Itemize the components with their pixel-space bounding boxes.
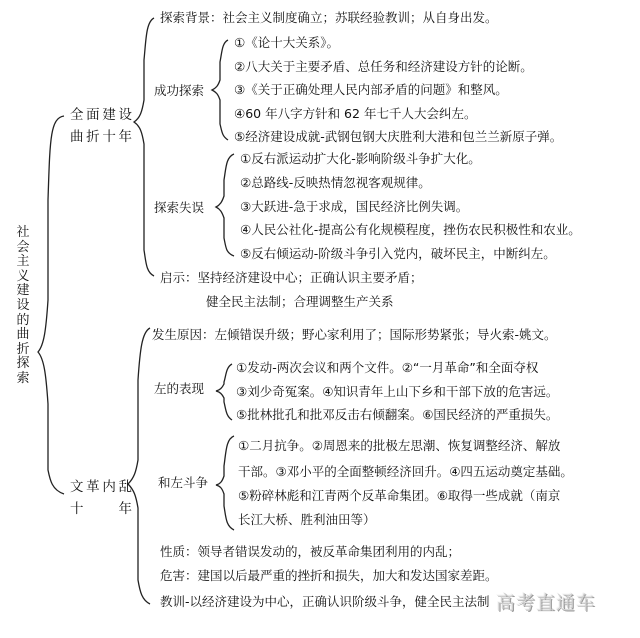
lesson: 教训-以经济建设为中心，正确认识阶级斗争，健全民主法制 bbox=[160, 594, 490, 609]
failure-item: ④人民公社化-提高公有化规模程度，挫伤农民积极性和农业。 bbox=[240, 222, 581, 237]
struggle-line: ①二月抗争。②周恩来的批极左思潮、恢复调整经济、解放 bbox=[238, 438, 561, 453]
failure-label: 探索失误 bbox=[154, 200, 205, 215]
failure-item: ①反右派运动扩大化-影响阶级斗争扩大化。 bbox=[240, 151, 481, 166]
cause: 发生原因：左倾错误升级；野心家利用了；国际形势紧张；导火索-姚文。 bbox=[152, 327, 557, 342]
struggle-line: ⑤粉碎林彪和江青两个反革命集团。⑥取得一些成就（南京 bbox=[238, 488, 561, 503]
section1-title: 全面建设曲折十年 bbox=[70, 107, 132, 145]
struggle-line: 干部。③邓小平的全面整顿经济回升。④四五运动奠定基础。 bbox=[238, 464, 573, 479]
struggle-label: 和左斗争 bbox=[158, 475, 209, 490]
success-item: ④60 年八字方针和 62 年七千人大会纠左。 bbox=[234, 106, 477, 121]
success-label: 成功探索 bbox=[154, 83, 205, 98]
failure-item: ②总路线-反映热情忽视客观规律。 bbox=[240, 175, 431, 190]
revelation-line1: 启示：坚持经济建设中心；正确认识主要矛盾； bbox=[160, 270, 423, 285]
success-item: ③《关于正确处理人民内部矛盾的问题》和整风。 bbox=[234, 82, 508, 97]
success-item: ②八大关于主要矛盾、总任务和经济建设方针的论断。 bbox=[234, 59, 533, 74]
left-label: 左的表现 bbox=[154, 381, 205, 396]
root-bracket bbox=[38, 116, 64, 494]
success-item: ⑤经济建设成就-武钢包钢大庆胜利大港和包兰兰新原子弹。 bbox=[234, 129, 563, 144]
left-line: ⑤批林批孔和批邓反击右倾翻案。⑥国民经济的严重损失。 bbox=[236, 407, 559, 422]
failure-item: ⑤反右倾运动-阶级斗争引入党内，破坏民主，中断纠左。 bbox=[240, 246, 556, 261]
success-item: ①《论十大关系》。 bbox=[234, 35, 339, 50]
struggle-line: 长江大桥、胜利油田等） bbox=[238, 512, 376, 527]
struggle-bracket bbox=[216, 436, 234, 530]
section2-title: 文革内乱十年 bbox=[70, 479, 132, 517]
section2-bracket bbox=[128, 328, 150, 604]
failure-item: ③大跃进-急于求成，国民经济比例失调。 bbox=[240, 199, 469, 214]
left-line: ③刘少奇冤案。④知识青年上山下乡和干部下放的危害远。 bbox=[236, 384, 559, 399]
harm: 危害：建国以后最严重的挫折和损失，加大和发达国家差距。 bbox=[160, 568, 498, 583]
revelation-line2: 健全民主法制；合理调整生产关系 bbox=[206, 294, 394, 309]
root-title: 社会主义建设的曲折探索 bbox=[16, 225, 30, 386]
success-bracket bbox=[212, 40, 228, 140]
section1-bracket bbox=[134, 18, 154, 276]
left-line: ①发动-两次会议和两个文件。②“一月革命”和全面夺权 bbox=[236, 360, 539, 375]
failure-bracket bbox=[216, 154, 234, 256]
nature: 性质：领导者错误发动的，被反革命集团利用的内乱； bbox=[160, 544, 461, 559]
watermark: 高考直通车 bbox=[496, 592, 597, 614]
exploration-background: 探索背景：社会主义制度确立；苏联经验教训；从自身出发。 bbox=[160, 10, 498, 25]
left-bracket bbox=[216, 364, 232, 420]
